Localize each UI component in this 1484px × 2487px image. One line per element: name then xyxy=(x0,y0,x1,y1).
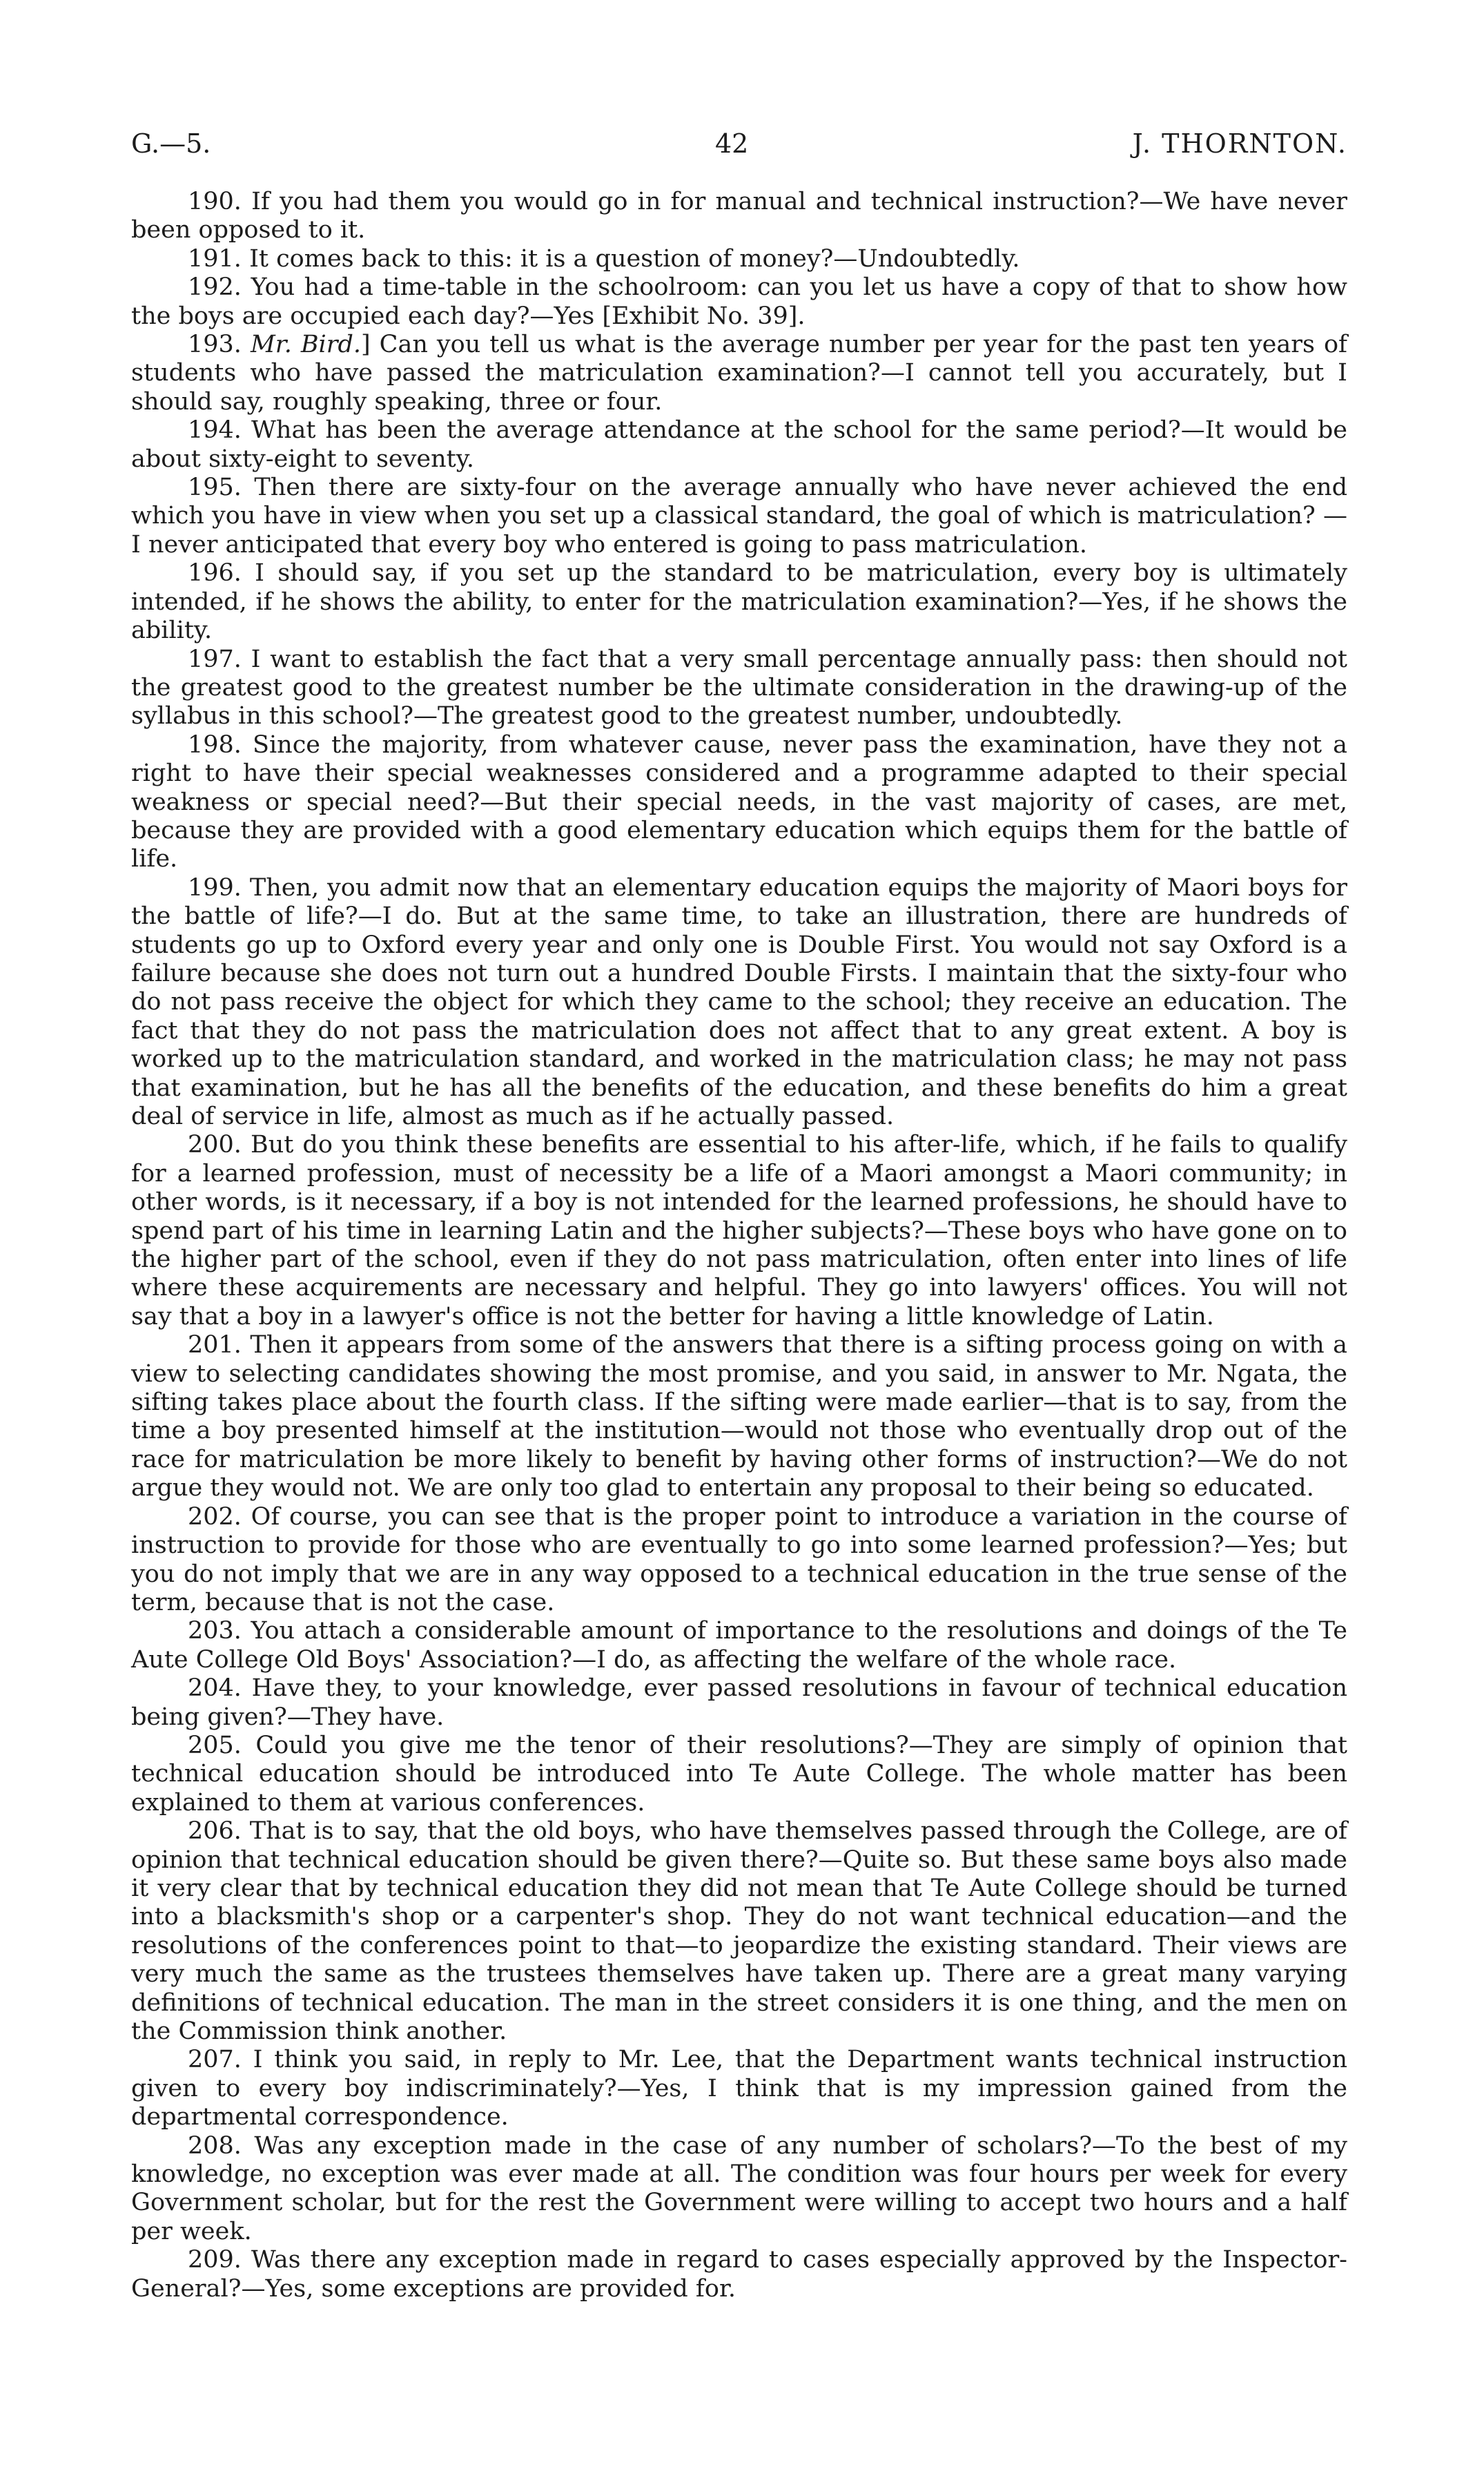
qa-paragraph-198 xyxy=(131,731,1347,874)
question-number: 190. xyxy=(188,188,242,215)
question-number: 202. xyxy=(188,1502,242,1531)
qa-paragraph-200 xyxy=(131,1131,1347,1331)
question-number: 195. xyxy=(188,474,242,502)
qa-paragraph-190 xyxy=(131,188,1347,245)
question-answer-text: You attach a considerable amount of importance to the resolutions and doings of the Te Aute College Old Boys' Association?—I do, as affecting the welfare of the whole race. xyxy=(131,1617,1347,1674)
question-answer-text: Since the majority, from whatever cause, never pass the examination, have they not a right to have their special weaknesses considered and a programme adapted to their special weakness or special need?—But their special needs, in the vast majority of cases, are met, because they are provided with a good elementary education which equips them for the battle of life. xyxy=(131,730,1347,873)
question-number: 191. xyxy=(188,244,242,273)
qa-paragraph-191 xyxy=(131,245,1347,273)
question-answer-text: ] Can you tell us what is the average number per year for the past ten years of students who have passed the matriculation examination?—I cannot tell you accurately, but I should say, roughly speaking, three or four. xyxy=(131,331,1347,416)
question-answer-text: Was any exception made in the case of any number of scholars?—To the best of my knowledge, no exception was ever made at all. The condition was four hours per week for every Government scholar, but for the rest the Government were willing to accept two hours and a half per week. xyxy=(131,2131,1347,2245)
question-answer-text: Then there are sixty-four on the average annually who have never achieved the end which you have in view when you set up a classical standard, the goal of which is matriculation? —I never anticipated that every boy who entered is going to pass matriculation. xyxy=(131,474,1347,559)
speaker-name: Mr. Bird. xyxy=(250,331,362,359)
qa-paragraph-209 xyxy=(131,2246,1347,2303)
question-number: 196. xyxy=(188,559,242,588)
question-answer-text: Was there any exception made in regard to cases especially approved by the Inspector-General?—Yes, some exceptions are provided for. xyxy=(131,2246,1347,2303)
question-answer-text: Then, you admit now that an elementary education equips the majority of Maori boys for the battle of life?—I do. But at the same time, to take an illustration, there are hundreds of students go up to Oxford every year and only one is Double First. You would not say Oxford is a failure because she does not turn out a hundred Double Firsts. I maintain that the sixty-four who do not pass receive the object for which they came to the school; they receive an education. The fact that they do not pass the matriculation does not affect that to any great extent. A boy is worked up to the matriculation standard, and worked in the matriculation class; he may not pass that examination, but he has all the benefits of the education, and these benefits do him a great deal of service in life, almost as much as if he actually passed. xyxy=(131,873,1347,1130)
question-number: 206. xyxy=(188,1817,242,1846)
question-number: 201. xyxy=(188,1331,242,1359)
qa-paragraph-195 xyxy=(131,474,1347,559)
question-number: 197. xyxy=(188,645,242,673)
question-answer-text: It comes back to this: it is a question of money?—Undoubtedly. xyxy=(241,244,1020,273)
question-number: 207. xyxy=(188,2046,242,2074)
question-answer-text: What has been the average attendance at the school for the same period?—It would be about sixty-eight to seventy. xyxy=(131,416,1347,473)
witness-name: J. THORNTON. xyxy=(1132,128,1347,159)
question-answer-text: That is to say, that the old boys, who have themselves passed through the College, are of opinion that technical education should be given there?—Quite so. But these same boys also made it very clear that by technical education they did not mean that Te Aute College should be turned into a blacksmith's shop or a carpenter's shop. They do not want technical education—and the resolutions of the conferences point to that—to jeopardize the existing standard. Their views are very much the same as the trustees themselves have taken up. There are a great many varying definitions of technical education. The man in the street considers it is one thing, and the men on the Commission think another. xyxy=(131,1817,1347,2045)
question-answer-text: I think you said, in reply to Mr. Lee, that the Department wants technical instruction given to every boy indiscriminately?—Yes, I think that is my impression gained from the departmental correspondence. xyxy=(131,2046,1347,2131)
question-number: 192. xyxy=(188,273,242,302)
question-number: 204. xyxy=(188,1674,242,1703)
qa-paragraph-208 xyxy=(131,2132,1347,2247)
qa-paragraph-201 xyxy=(131,1331,1347,1502)
qa-paragraph-205 xyxy=(131,1732,1347,1817)
question-answer-text: I should say, if you set up the standard to be matriculation, every boy is ultimately intended, if he shows the ability, to enter for the matriculation examination?—Yes, if he shows the ability. xyxy=(131,559,1347,645)
testimony-body xyxy=(131,188,1347,2303)
question-number: 200. xyxy=(188,1131,242,1159)
question-number: 209. xyxy=(188,2246,242,2274)
qa-paragraph-206 xyxy=(131,1817,1347,2046)
qa-paragraph-202 xyxy=(131,1503,1347,1618)
question-number: 203. xyxy=(188,1617,242,1645)
page-number: 42 xyxy=(715,128,749,159)
qa-paragraph-192 xyxy=(131,273,1347,331)
qa-paragraph-199 xyxy=(131,874,1347,1132)
qa-paragraph-196 xyxy=(131,559,1347,645)
question-answer-text: But do you think these benefits are essential to his after-life, which, if he fails to qualify for a learned profession, must of necessity be a life of a Maori amongst a Maori community; in other words, is it necessary, if a boy is not intended for the learned professions, he should have to spend part of his time in learning Latin and the higher subjects?—These boys who have gone on to the higher part of the school, even if they do not pass matriculation, often enter into lines of life where these acquirements are necessary and helpful. They go into lawyers' offices. You will not say that a boy in a lawyer's office is not the better for having a little knowledge of Latin. xyxy=(131,1131,1347,1330)
question-number: 205. xyxy=(188,1731,242,1759)
question-answer-text: Have they, to your knowledge, ever passed resolutions in favour of technical education being given?—They have. xyxy=(131,1674,1347,1731)
qa-paragraph-204 xyxy=(131,1674,1347,1732)
qa-paragraph-203 xyxy=(131,1617,1347,1674)
question-number: 194. xyxy=(188,416,242,445)
qa-paragraph-197 xyxy=(131,646,1347,731)
question-number: 199. xyxy=(188,873,242,902)
qa-paragraph-194 xyxy=(131,416,1347,474)
question-answer-text: Of course, you can see that is the proper point to introduce a variation in the course of instruction to provide for those who are eventually to go into some learned profession?—Yes; but you do not imply that we are in any way opposed to a technical education in the true sense of the term, because that is not the case. xyxy=(131,1502,1347,1616)
question-number: 193. xyxy=(188,331,242,359)
document-reference: G.—5. xyxy=(131,128,211,159)
question-answer-text: Could you give me the tenor of their resolutions?—They are simply of opinion that technical education should be introduced into Te Aute College. The whole matter has been explained to them at various conferences. xyxy=(131,1731,1347,1817)
qa-paragraph-207 xyxy=(131,2046,1347,2131)
question-answer-text: I want to establish the fact that a very small percentage annually pass: then should not the greatest good to the greatest number be the ultimate consideration in the drawing-up of the syllabus in this school?—The greatest good to the greatest number, undoubtedly. xyxy=(131,645,1347,730)
qa-paragraph-193 xyxy=(131,331,1347,416)
page-header xyxy=(131,123,1347,164)
question-number: 208. xyxy=(188,2131,242,2160)
question-answer-text: You had a time-table in the schoolroom: can you let us have a copy of that to show how the boys are occupied each day?—Yes [Exhibit No. 39]. xyxy=(131,273,1347,330)
question-number: 198. xyxy=(188,730,242,759)
question-answer-text: Then it appears from some of the answers that there is a sifting process going on with a view to selecting candidates showing the most promise, and you said, in answer to Mr. Ngata, the sifting takes place about the fourth class. If the sifting were made earlier—that is to say, from the time a boy presented himself at the institution—would not those who eventually drop out of the race for matriculation be more likely to benefit by having other forms of instruction?—We do not argue they would not. We are only too glad to entertain any proposal to their being so educated. xyxy=(131,1331,1347,1502)
question-answer-text: If you had them you would go in for manual and technical instruction?—We have never been opposed to it. xyxy=(131,188,1347,244)
